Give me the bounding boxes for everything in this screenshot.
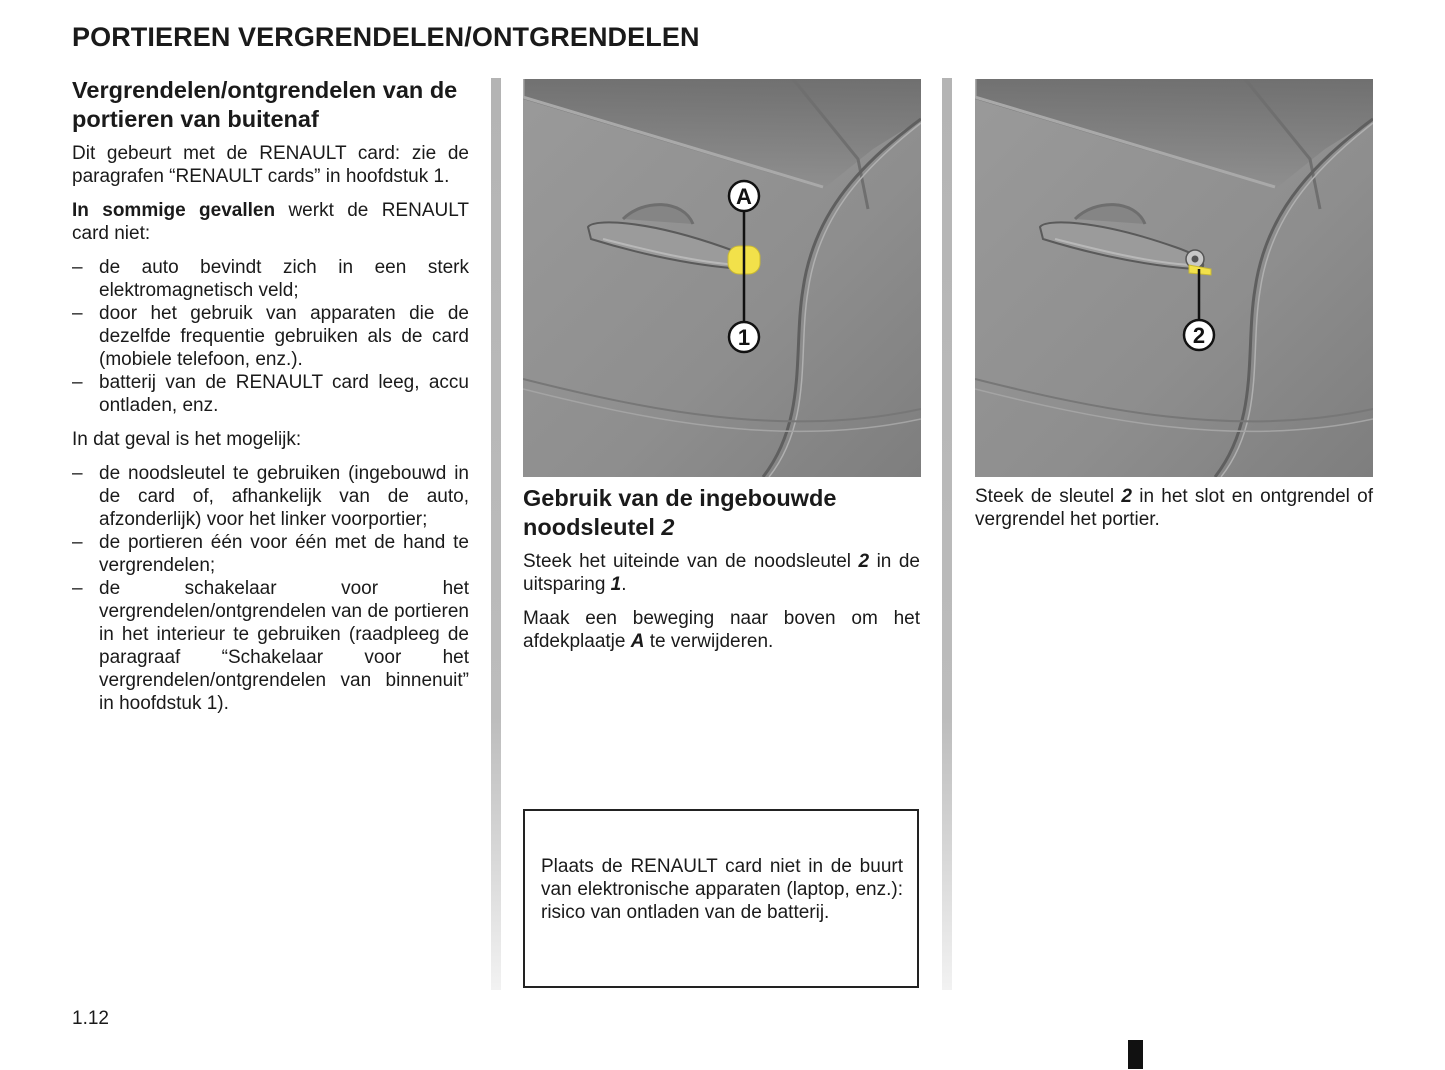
warning-text: Plaats de RENAULT card niet in de buurt van elektronische apparaten (laptop, enz.): risico van ontladen van de batterij. [541,856,903,923]
text-run: Steek het uiteinde van de noodsleutel [523,551,859,572]
options-list [72,462,469,715]
some-cases-bold: In sommige gevallen [72,200,276,221]
callout-1-label: 1 [737,325,751,350]
left-column [72,76,469,726]
right-column [975,485,1373,542]
middle-heading-num: 2 [661,513,675,540]
callout-a-label: A [736,184,752,209]
middle-paragraph-2 [523,607,920,653]
right-paragraph [975,485,1373,531]
list-item: – batterij van de RENAULT card leeg, accu ontladen, enz. [72,371,469,417]
text-run: . [621,574,627,595]
page-title: PORTIEREN VERGRENDELEN/ONTGRENDELEN [72,22,700,52]
ref-a: A [630,631,645,652]
text-run: in het slot en ontgrendel of vergrendel het portier. [975,486,1373,530]
ref-1: 1 [610,574,622,595]
list-item: – door het gebruik van apparaten die de dezelfde frequentie gebruiken als de card (mobiele telefoon, enz.). [72,302,469,371]
page-number: 1.12 [72,1008,109,1029]
section-tab-marker [1128,1040,1143,1069]
some-cases-paragraph [72,199,469,245]
intro-paragraph: Dit gebeurt met de RENAULT card: zie de paragrafen “RENAULT cards” in hoofdstuk 1. [72,143,469,187]
door-handle-photo-key [975,79,1373,477]
text-run: Maak een beweging naar boven om het afdekplaatje [523,608,920,652]
list-item: – de portieren één voor één met de hand te vergrendelen; [72,531,469,577]
reasons-list [72,256,469,417]
middle-heading-text: Gebruik van de ingebouwde noodsleutel [523,485,837,540]
possible-intro: In dat geval is het mogelijk: [72,429,302,450]
ref-2: 2 [858,551,870,572]
list-item: – de schakelaar voor het vergrendelen/ontgrendelen van de portieren in het interieur te gebruiken (raadpleeg de paragraaf “Schakelaar voor het vergrendelen/ontgrendelen van binnenuit” in hoofdstuk 1). [72,577,469,715]
middle-paragraph-1 [523,550,920,596]
some-cases-rest: werkt de RENAULT card niet: [72,200,469,244]
list-item: – de auto bevindt zich in een sterk elektromagnetisch veld; [72,256,469,302]
column-separator [942,78,952,990]
middle-heading [523,484,920,541]
door-handle-photo-cap [523,79,921,477]
middle-column [523,484,920,664]
text-run: Steek de sleutel [975,486,1122,507]
text-run: te verwijderen. [644,631,774,652]
left-heading: Vergrendelen/ontgrendelen van de portieren van buitenaf [72,77,458,132]
warning-box [523,809,919,988]
ref-2: 2 [1121,486,1132,507]
list-item: – de noodsleutel te gebruiken (ingebouwd in de card of, afhankelijk van de auto, afzonderlijk) voor het linker voorportier; [72,462,469,531]
text-run: in de uitsparing [523,551,920,595]
column-separator [491,78,501,990]
callout-2-label: 2 [1192,323,1206,348]
